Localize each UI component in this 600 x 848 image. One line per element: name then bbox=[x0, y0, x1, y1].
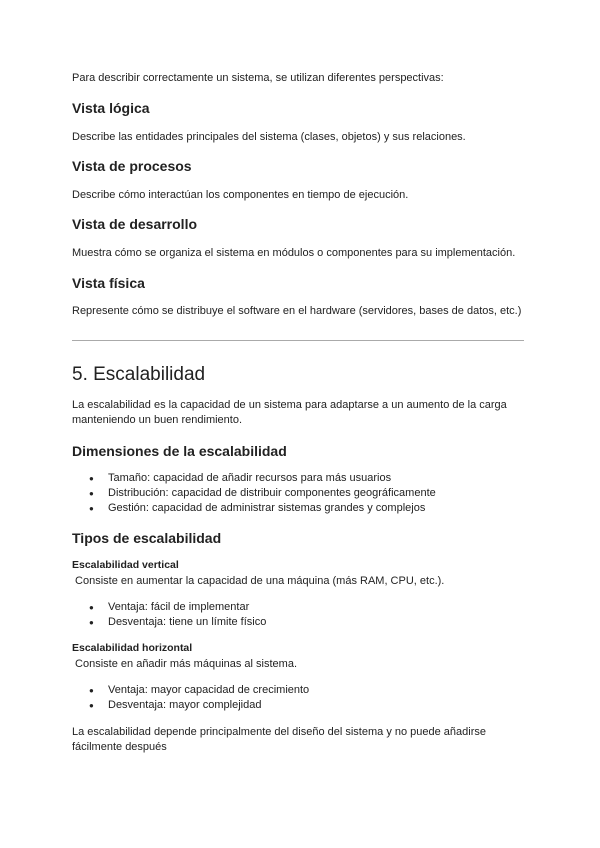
horizontal-divider bbox=[72, 340, 524, 341]
closing-line-2: fácilmente después bbox=[72, 741, 167, 753]
vertical-list bbox=[72, 600, 266, 630]
paragraph-vista-logica: Describe las entidades principales del sistema (clases, objetos) y sus relaciones. bbox=[72, 131, 466, 143]
paragraph-vista-procesos: Describe cómo interactúan los componentes en tiempo de ejecución. bbox=[72, 189, 409, 201]
heading-vista-procesos: Vista de procesos bbox=[72, 158, 192, 174]
horizontal-list bbox=[72, 683, 309, 713]
list-item: ● Desventaja: mayor complejidad bbox=[72, 698, 309, 713]
list-item: ● Ventaja: mayor capacidad de crecimiento bbox=[72, 683, 309, 698]
heading-tipos: Tipos de escalabilidad bbox=[72, 530, 222, 546]
dimensiones-list bbox=[72, 471, 436, 516]
list-item: ● Tamaño: capacidad de añadir recursos para más usuarios bbox=[72, 471, 436, 486]
list-item: ● Distribución: capacidad de distribuir componentes geográficamente bbox=[72, 486, 436, 501]
paragraph-vista-desarrollo: Muestra cómo se organiza el sistema en módulos o componentes para su implementación. bbox=[72, 247, 516, 259]
intro-paragraph: Para describir correctamente un sistema, se utilizan diferentes perspectivas: bbox=[72, 72, 444, 84]
paragraph-vista-fisica: Represente cómo se distribuye el software en el hardware (servidores, bases de datos, etc.) bbox=[72, 305, 522, 317]
escalabilidad-intro-line-1: La escalabilidad es la capacidad de un sistema para adaptarse a un aumento de la carga bbox=[72, 399, 507, 411]
list-item: ● Ventaja: fácil de implementar bbox=[72, 600, 266, 615]
list-item: ● Gestión: capacidad de administrar sistemas grandes y complejos bbox=[72, 501, 436, 516]
heading-vista-logica: Vista lógica bbox=[72, 100, 150, 116]
paragraph-escalabilidad-horizontal: Consiste en añadir más máquinas al sistema. bbox=[72, 658, 297, 670]
list-item: ● Desventaja: tiene un límite físico bbox=[72, 615, 266, 630]
closing-line-1: La escalabilidad depende principalmente del diseño del sistema y no puede añadirse bbox=[72, 726, 487, 738]
heading-vista-desarrollo: Vista de desarrollo bbox=[72, 216, 198, 232]
heading-escalabilidad-vertical: Escalabilidad vertical bbox=[72, 559, 179, 571]
heading-dimensiones: Dimensiones de la escalabilidad bbox=[72, 443, 287, 459]
heading-escalabilidad-horizontal: Escalabilidad horizontal bbox=[72, 642, 193, 654]
section-title-escalabilidad: 5. Escalabilidad bbox=[72, 364, 206, 385]
escalabilidad-intro-line-2: manteniendo un buen rendimiento. bbox=[72, 414, 243, 426]
paragraph-escalabilidad-vertical: Consiste en aumentar la capacidad de una máquina (más RAM, CPU, etc.). bbox=[72, 575, 445, 587]
heading-vista-fisica: Vista física bbox=[72, 275, 145, 291]
